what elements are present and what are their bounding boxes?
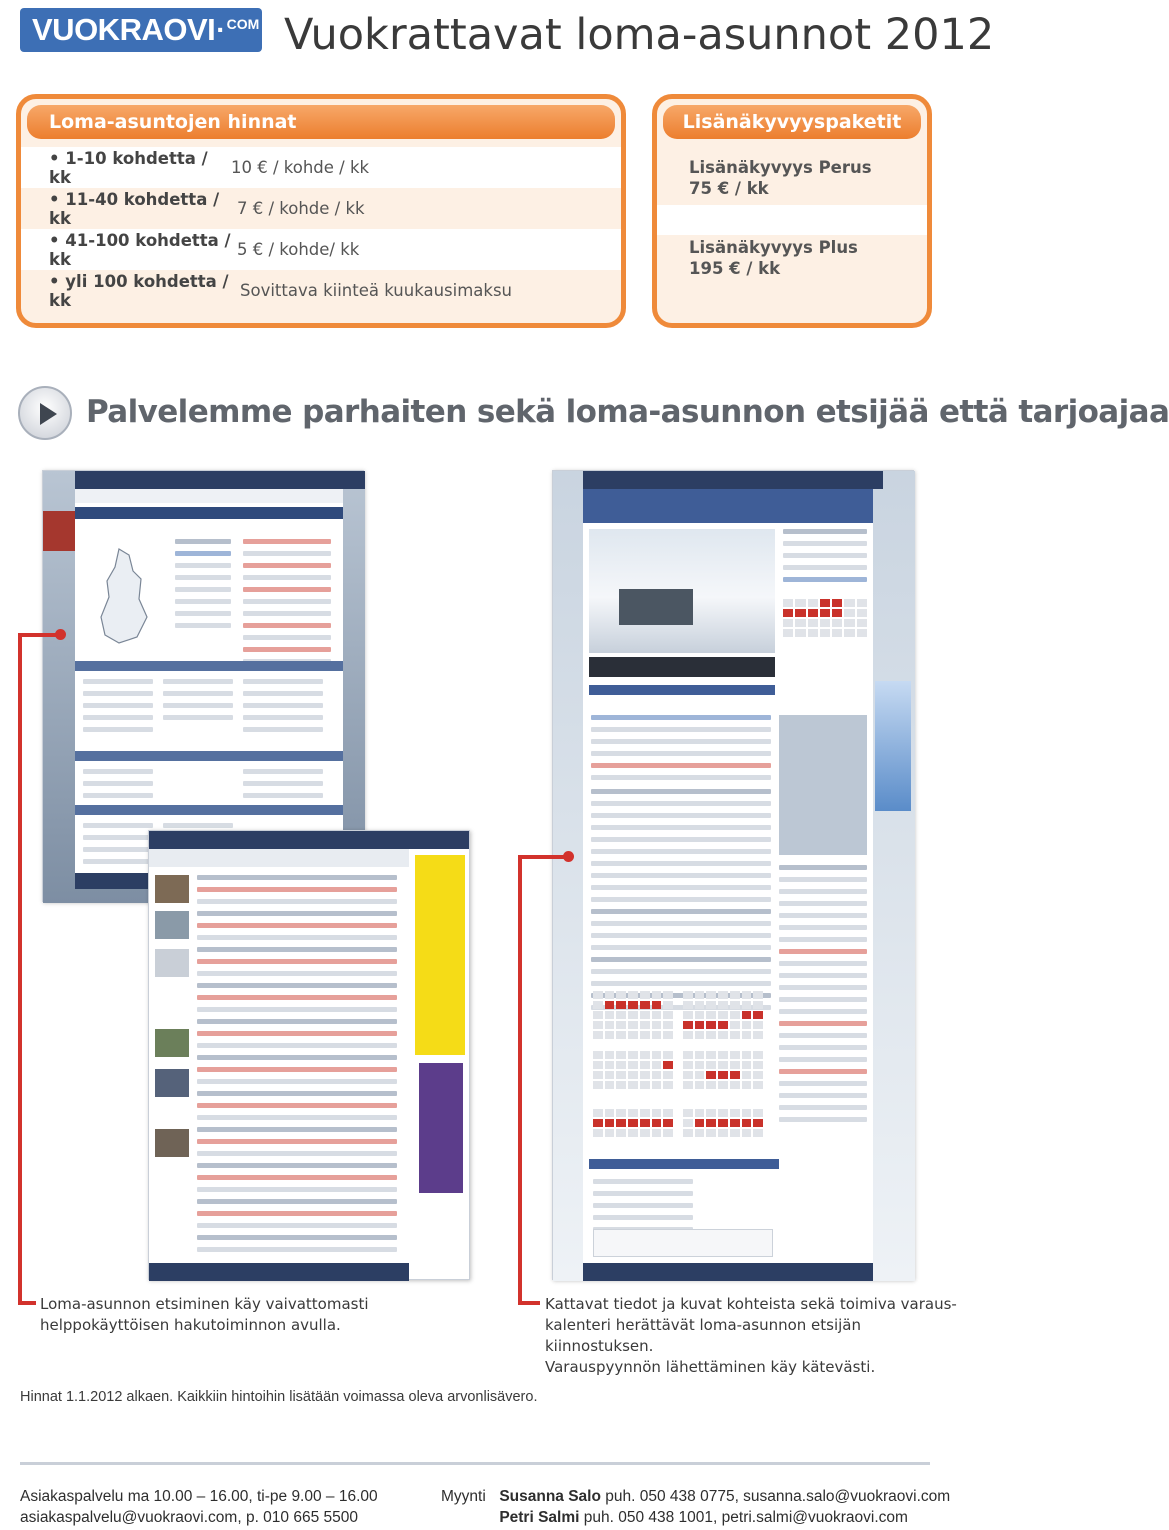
callout-line: [520, 855, 568, 859]
sales-contact: [441, 1486, 950, 1528]
price-note: Hinnat 1.1.2012 alkaen. Kaikkiin hintoihin lisätään voimassa oleva arvonlisävero.: [20, 1389, 538, 1405]
play-icon[interactable]: [18, 386, 72, 440]
caption-line: Varauspyynnön lähettäminen käy kätevästi.: [545, 1358, 876, 1376]
price-row-label: • 41-100 kohdetta / kk: [49, 230, 231, 269]
footer-divider: [20, 1462, 930, 1465]
sales-label: Myynti: [441, 1488, 486, 1505]
price-row-label: • 1-10 kohdetta / kk: [49, 148, 208, 187]
price-row: [21, 270, 621, 311]
addon-box: [652, 94, 932, 328]
logo-com: COM: [226, 16, 260, 32]
ad-banner-yellow[interactable]: [415, 855, 465, 1055]
caption-line: kalenteri herättävät loma-asunnon etsijän kiinnostuksen.: [545, 1316, 861, 1355]
logo-brand: VUOKRAOVI: [32, 12, 216, 47]
logo-dot: ·: [216, 14, 226, 45]
price-row-label: • 11-40 kohdetta / kk: [49, 189, 220, 228]
sales-name: Petri Salmi: [499, 1509, 580, 1526]
service-email-phone[interactable]: asiakaspalvelu@vuokraovi.com, p. 010 665 5500: [20, 1509, 358, 1526]
service-hours: ma 10.00 – 16.00, ti-pe 9.00 – 16.00: [127, 1488, 378, 1505]
listing-details-screenshot: [552, 470, 914, 1280]
addon-item-price: 75 € / kk: [689, 179, 769, 198]
street-view-image: [779, 715, 867, 855]
addon-item-name: Lisänäkyvyys Plus: [689, 238, 858, 257]
service-label: Asiakaspalvelu: [20, 1488, 124, 1505]
price-row-label: • yli 100 kohdetta / kk: [49, 271, 229, 310]
callout-line: [20, 633, 60, 637]
price-row-value: 5 € / kohde/ kk: [237, 240, 360, 259]
callout-line: [18, 633, 22, 1305]
listing-page: [583, 489, 873, 1281]
caption-line: Loma-asunnon etsiminen käy vaivattomasti: [40, 1295, 369, 1313]
customer-service-contact: [20, 1486, 378, 1528]
page-title: Vuokrattavat loma-asunnot 2012: [284, 10, 995, 60]
addon-item: [657, 235, 927, 293]
addon-item-name: Lisänäkyvyys Perus: [689, 158, 872, 177]
price-row: [21, 188, 621, 229]
cabin-shape: [619, 589, 693, 625]
price-row-value: Sovittava kiinteä kuukausimaksu: [240, 281, 513, 300]
vuokraovi-logo: [20, 8, 262, 52]
section-subtitle: Palvelemme parhaiten sekä loma-asunnon etsijää että tarjoajaa: [86, 394, 1169, 430]
results-nav-bar: [149, 831, 469, 849]
callout-line: [518, 1301, 540, 1305]
results-list: [149, 849, 409, 1281]
price-row-value: 10 € / kohde / kk: [231, 158, 370, 177]
addon-box-heading: Lisänäkyvyyspaketit: [663, 105, 921, 139]
price-row: [21, 147, 621, 188]
site-nav-bar: [75, 471, 365, 489]
caption-line: helppokäyttöisen hakutoiminnon avulla.: [40, 1316, 341, 1334]
ad-banner-blue[interactable]: [875, 681, 911, 811]
price-box: [16, 94, 626, 328]
sales-details[interactable]: puh. 050 438 1001, petri.salmi@vuokraovi.com: [583, 1509, 908, 1526]
finland-map-icon[interactable]: [89, 547, 159, 647]
callout-line: [518, 855, 522, 1305]
caption-line: Kattavat tiedot ja kuvat kohteista sekä toimiva varaus-: [545, 1295, 957, 1313]
price-box-heading: Loma-asuntojen hinnat: [27, 105, 615, 139]
addon-spacer: [657, 205, 927, 235]
search-form-panel: [75, 489, 343, 889]
sales-name: Susanna Salo: [499, 1488, 601, 1505]
sales-details[interactable]: puh. 050 438 0775, susanna.salo@vuokraovi.com: [605, 1488, 951, 1505]
caption-search: [40, 1294, 369, 1336]
ad-banner-purple[interactable]: [419, 1063, 463, 1193]
caption-details: [545, 1294, 960, 1378]
price-row: [21, 229, 621, 270]
addon-item-price: 195 € / kk: [689, 259, 781, 278]
addon-item: [657, 147, 927, 205]
red-cottage-image: [43, 511, 75, 551]
callout-line: [18, 1301, 36, 1305]
results-list-screenshot: [148, 830, 470, 1280]
price-row-value: 7 € / kohde / kk: [237, 199, 365, 218]
